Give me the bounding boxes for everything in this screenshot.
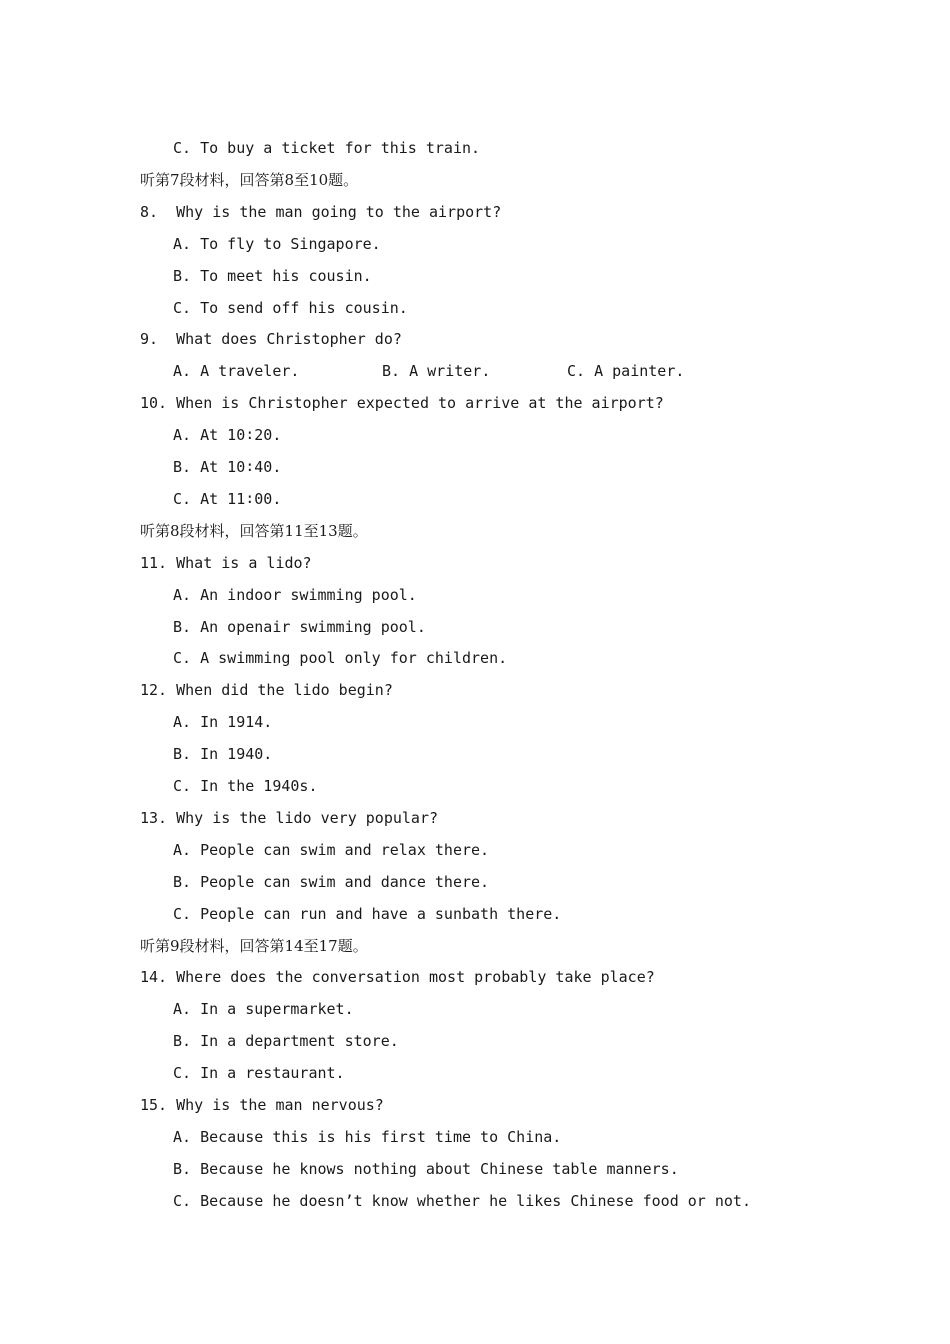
answer-option: B. To meet his cousin. [173, 267, 372, 285]
answer-option: B. In a department store. [173, 1032, 399, 1050]
answer-option: A. A traveler. [173, 362, 300, 380]
question-text: 10. When is Christopher expected to arrive at the airport? [140, 394, 664, 412]
answer-option: C. Because he doesn’t know whether he likes Chinese food or not. [173, 1192, 751, 1210]
answer-option: B. An openair swimming pool. [173, 618, 426, 636]
section-instruction: 听第9段材料，回答第14至17题。 [140, 937, 368, 955]
answer-option: C. At 11∶00. [173, 490, 282, 508]
answer-option: B. Because he knows nothing about Chinese table manners. [173, 1160, 679, 1178]
answer-option: B. A writer. [382, 362, 491, 380]
answer-option: A. People can swim and relax there. [173, 841, 490, 859]
answer-option: C. To buy a ticket for this train. [173, 139, 481, 157]
answer-option: C. In a restaurant. [173, 1064, 345, 1082]
answer-option: A. At 10∶20. [173, 426, 282, 444]
answer-option: C. A swimming pool only for children. [173, 649, 508, 667]
answer-option: C. People can run and have a sunbath there. [173, 905, 562, 923]
answer-option: B. In 1940. [173, 745, 273, 763]
section-instruction: 听第7段材料，回答第8至10题。 [140, 171, 359, 189]
answer-option: B. People can swim and dance there. [173, 873, 490, 891]
question-text: 15. Why is the man nervous? [140, 1096, 384, 1114]
question-text: 14. Where does the conversation most probably take place? [140, 968, 655, 986]
answer-option: A. In a supermarket. [173, 1000, 354, 1018]
answer-option: C. In the 1940s. [173, 777, 318, 795]
answer-option: C. To send off his cousin. [173, 299, 408, 317]
answer-option: A. To fly to Singapore. [173, 235, 381, 253]
question-text: 8. Why is the man going to the airport? [140, 203, 502, 221]
question-text: 11. What is a lido? [140, 554, 312, 572]
question-text: 13. Why is the lido very popular? [140, 809, 439, 827]
section-instruction: 听第8段材料，回答第11至13题。 [140, 522, 368, 540]
answer-option: A. An indoor swimming pool. [173, 586, 417, 604]
answer-option: B. At 10∶40. [173, 458, 282, 476]
question-text: 12. When did the lido begin? [140, 681, 393, 699]
answer-option: C. A painter. [567, 362, 685, 380]
answer-option: A. In 1914. [173, 713, 273, 731]
answer-option: A. Because this is his first time to China. [173, 1128, 562, 1146]
question-text: 9. What does Christopher do? [140, 330, 402, 348]
